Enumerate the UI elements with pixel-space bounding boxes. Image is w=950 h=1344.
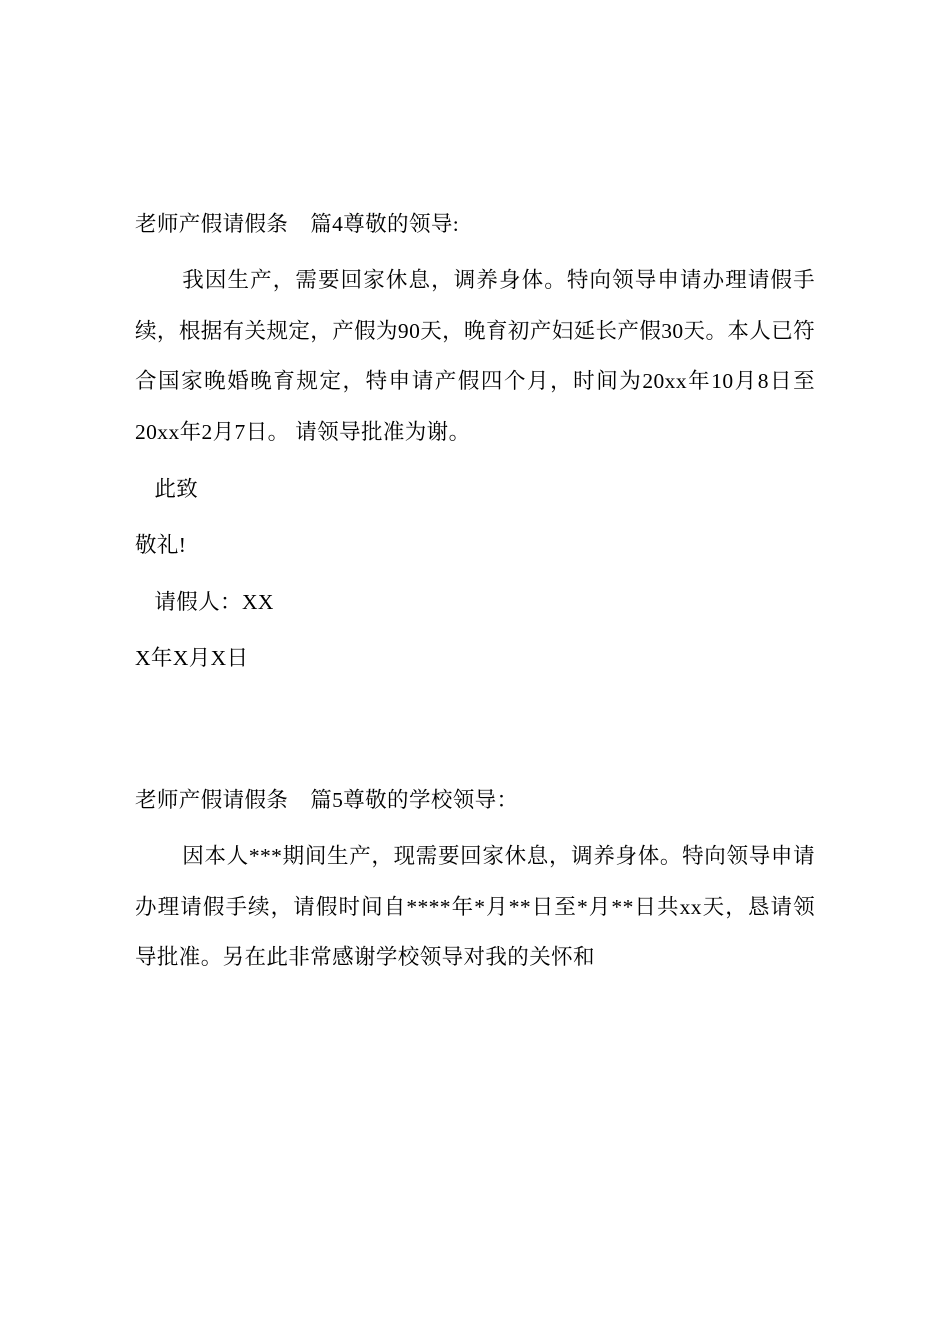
section-5-body: 因本人***期间生产，现需要回家休息，调养身体。特向领导申请办理请假手续，请假时间自****年*月**日至*月**日共xx天，恳请领导批准。另在此非常感谢学校领导对我的关怀和 [135, 844, 815, 970]
section-4-body: 我因生产，需要回家休息，调养身体。特向领导申请办理请假手续，根据有关规定，产假为90天，晚育初产妇延长产假30天。本人已符合国家晚婚晚育规定，特申请产假四个月，时间为20xx年10月8日至20xx年2月7日。 请领导批准为谢。 [135, 268, 815, 444]
section-4-date: X年X月X日 [135, 646, 249, 671]
section-4-closing-jingli: 敬礼! [135, 533, 187, 558]
section-5-heading: 老师产假请假条 篇5尊敬的学校领导： [135, 787, 519, 812]
section-4-signature: 请假人：XX [154, 589, 274, 614]
section-4-closing-cizhi: 此致 [154, 476, 199, 501]
section-divider-space [135, 690, 815, 776]
section-4-heading: 老师产假请假条 篇4尊敬的领导: [135, 212, 460, 236]
